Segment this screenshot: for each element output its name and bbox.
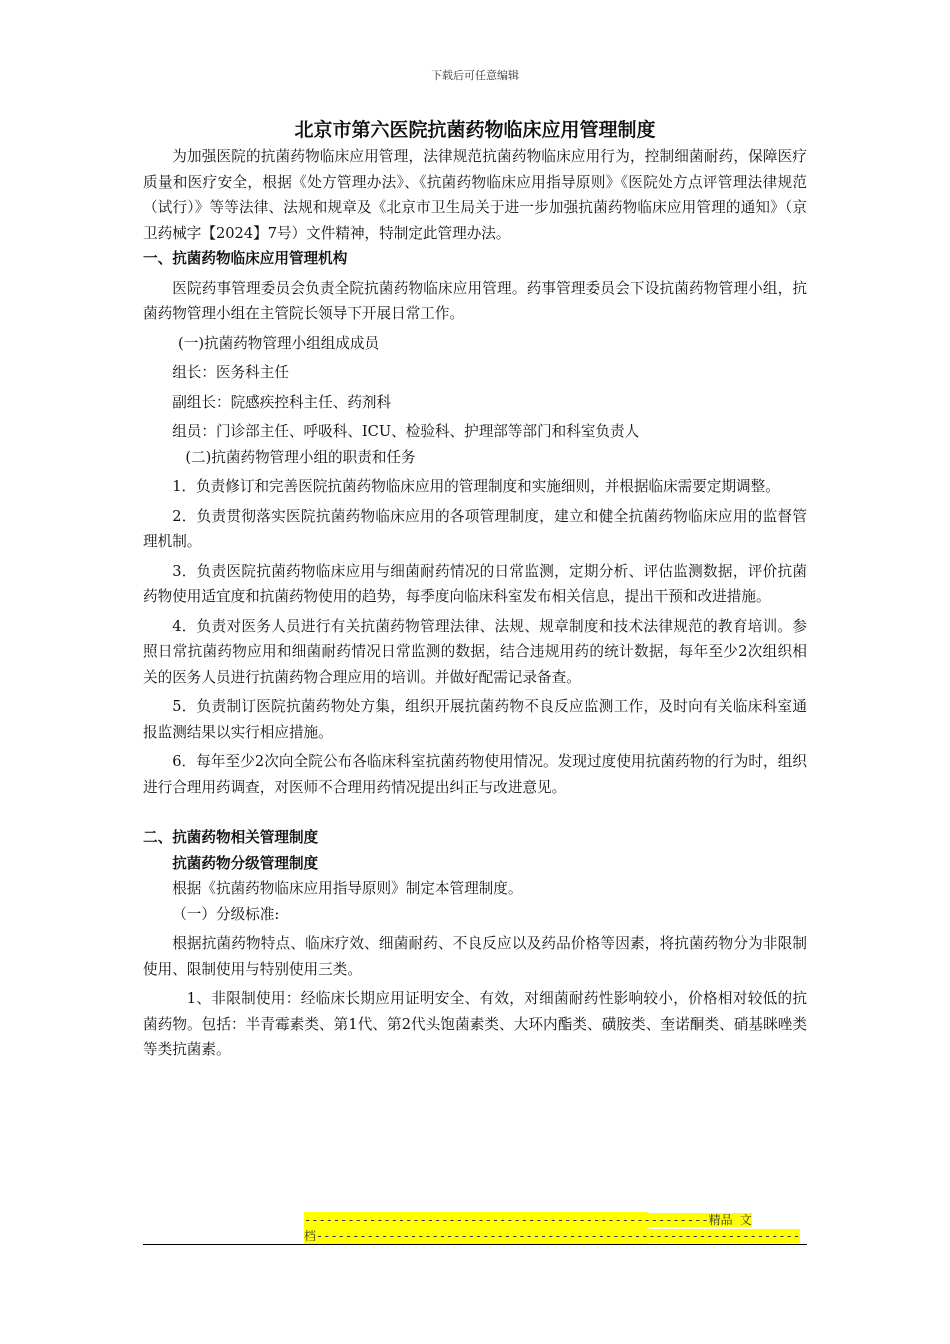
criteria-item-1: 1、非限制使用：经临床长期应用证明安全、有效，对细菌耐药性影响较小，价格相对较低的抗菌药物。包括：半青霉素类、第1代、第2代头饱菌素类、大环内酯类、磺胺类、奎诺酮类、硝基眯唑类等类抗菌素。 [143,990,807,1058]
duties-heading: (二)抗菌药物管理小组的职责和任务 [185,448,416,466]
document-body [143,116,807,1063]
spacer [143,800,807,825]
criteria-heading: （一）分级标准: [172,905,280,923]
duty-item: 6．每年至少2次向全院公布各临床科室抗菌药物使用情况。发现过度使用抗菌药物的行为时，组织进行合理用药调查，对医师不合理用药情况提出纠正与改进意见。 [143,753,807,796]
footer-rule [143,1244,807,1245]
section2-heading: 二、抗菌药物相关管理制度 [143,829,319,846]
duty-item: 3．负责医院抗菌药物临床应用与细菌耐药情况的日常监测，定期分析、评估监测数据，评价抗菌药物使用适宜度和抗菌药物使用的趋势，每季度向临床科室发布相关信息，提出干预和改进措施。 [143,562,807,605]
section1-paragraph: 医院药事管理委员会负责全院抗菌药物临床应用管理。药事管理委员会下设抗菌药物管理小组，抗菌药物管理小组在主管院长领导下开展日常工作。 [143,279,807,322]
duty-item: 2．负责贯彻落实医院抗菌药物临床应用的各项管理制度，建立和健全抗菌药物临床应用的监督管理机制。 [143,507,807,550]
duty-item: 1．负责修订和完善医院抗菌药物临床应用的管理制度和实施细则，并根据临床需要定期调整。 [172,478,780,495]
page-header-note: 下载后可任意编辑 [431,69,519,82]
duty-item: 4．负责对医务人员进行有关抗菌药物管理法律、法规、规章制度和技术法律规范的教育培训。参照日常抗菌药物应用和细菌耐药情况日常监测的数据，结合违规用药的统计数据，每年至少2次组织相关的医务人员进行抗菌药物合理应用的培训。并做好配需记录备查。 [143,617,807,686]
document-title: 北京市第六医院抗菌药物临床应用管理制度 [294,119,656,141]
duty-item: 5．负责制订医院抗菌药物处方集，组织开展抗菌药物不良反应监测工作，及时向有关临床科室通报监测结果以实行相应措施。 [143,698,807,741]
intro-paragraph: 为加强医院的抗菌药物临床应用管理，法律规范抗菌药物临床应用行为，控制细菌耐药，保障医疗质量和医疗安全，根据《处方管理办法》、《抗菌药物临床应用指导原则》《医院处方点评管理法律规范（试行）》等等法律、法规和规章及《北京市卫生局关于进一步加强抗菌药物临床应用管理的通知》（京卫药械字【2024】7号）文件精神，特制定此管理办法。 [143,148,807,242]
footer-line-2: 档------------------------------------------------------------------- [304,1229,801,1243]
members-heading: (一)抗菌药物管理小组组成成员 [178,334,380,352]
leader-line: 组长：医务科主任 [172,364,289,381]
footer-watermark [304,1212,801,1244]
basis-paragraph: 根据《抗菌药物临床应用指导原则》制定本管理制度。 [172,880,523,897]
members-line: 组员：门诊部主任、呼吸科、ICU、检验科、护理部等部门和科室负责人 [172,423,640,440]
deputy-line: 副组长：院感疾控科主任、药剂科 [172,393,392,411]
footer-line-1: --------------------------------------------------------精品 文 [304,1213,752,1227]
section2-subheading: 抗菌药物分级管理制度 [172,854,319,872]
section1-heading: 一、抗菌药物临床应用管理机构 [143,250,348,267]
criteria-paragraph: 根据抗菌药物特点、临床疗效、细菌耐药、不良反应以及药品价格等因素，将抗菌药物分为非限制使用、限制使用与特别使用三类。 [143,935,807,978]
